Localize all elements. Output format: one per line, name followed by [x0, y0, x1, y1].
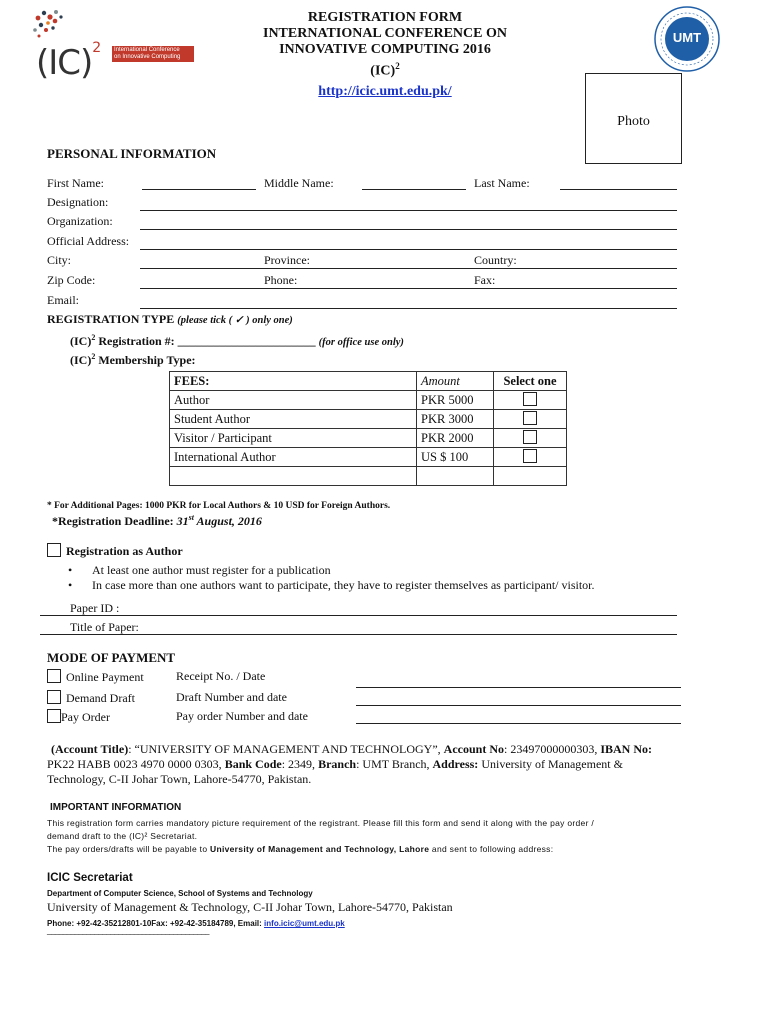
fees-table-header: [170, 372, 567, 391]
ic2-logo-tagline-1: International Conference: [114, 47, 180, 53]
designation-label: Designation:: [47, 195, 109, 209]
receipt-field[interactable]: [356, 687, 681, 688]
fee-amount: PKR 2000: [417, 429, 494, 448]
list-item: • At least one author must register for a publication: [68, 563, 331, 577]
secretariat-email-link[interactable]: info.icic@umt.edu.pk: [264, 919, 345, 928]
membership-type-label: (IC)$^2$ Membership Type:: [70, 352, 196, 367]
organization-field[interactable]: [140, 229, 677, 230]
phone-label: Phone:: [264, 273, 298, 287]
secretariat-contact: Phone: +92-42-35212801-10Fax: +92-42-35184789, Email: info.icic@umt.edu.pk: [47, 919, 345, 928]
city-label: City:: [47, 253, 72, 267]
important-info-heading: IMPORTANT INFORMATION: [50, 802, 182, 813]
zip-label: Zip Code:: [47, 273, 96, 287]
last-name-field[interactable]: [560, 189, 677, 190]
form-title: [200, 10, 570, 100]
fax-label: Fax:: [474, 273, 496, 287]
registration-type-heading: REGISTRATION TYPE (please tick ( ✓ ) only one): [47, 312, 293, 326]
designation-field[interactable]: [140, 210, 677, 211]
pay-order-number-label: Pay order Number and date: [176, 709, 308, 723]
paper-title-label: Title of Paper:: [70, 620, 139, 634]
table-row-empty: [170, 467, 567, 486]
conference-url-link[interactable]: http://icic.umt.edu.pk/: [318, 83, 452, 99]
pay-order-label: Pay Order: [61, 710, 110, 724]
country-label: Country:: [474, 253, 517, 267]
title-line-1: REGISTRATION FORM: [307, 10, 463, 25]
pay-order-checkbox[interactable]: [47, 709, 61, 723]
fees-table: [169, 371, 567, 486]
title-line-4: (IC)$^2$: [370, 61, 400, 79]
first-name-field[interactable]: [142, 189, 256, 190]
table-row: [170, 448, 567, 467]
amount-header: Amount: [417, 372, 494, 391]
secretariat-department: Department of Computer Science, School of Systems and Technology: [47, 889, 313, 898]
ic2-logo-sup: 2: [92, 40, 101, 56]
table-row: [170, 391, 567, 410]
important-info-text: This registration form carries mandatory picture requirement of the registrant. Please fill this form and send it along with the pay order / demand draft to the (IC)² Secretariat. The pay orders/drafts will be payable to University of Management and Technology, Lahore and sent to following address:: [47, 818, 595, 854]
registration-type-note: (please tick ( ✓ ) only one): [177, 315, 293, 326]
additional-pages-note: * For Additional Pages: 1000 PKR for Local Authors & 10 USD for Foreign Authors.: [47, 501, 391, 511]
select-visitor-checkbox[interactable]: [523, 430, 537, 444]
paper-id-label: Paper ID :: [70, 601, 120, 615]
province-label: Province:: [264, 253, 310, 267]
email-label: Email:: [47, 293, 79, 307]
demand-draft-option[interactable]: [47, 690, 135, 706]
secretariat-address: University of Management & Technology, C-II Johar Town, Lahore-54770, Pakistan: [47, 900, 453, 914]
registration-deadline: *Registration Deadline: 31st August, 2016: [52, 513, 262, 528]
title-line-3: INNOVATIVE COMPUTING 2016: [279, 42, 491, 57]
first-name-label: First Name:: [47, 176, 104, 190]
paper-title-field[interactable]: [40, 634, 677, 635]
ic2-logo: [30, 8, 181, 83]
select-student-author-checkbox[interactable]: [523, 411, 537, 425]
secretariat-heading: ICIC Secretariat: [47, 872, 133, 884]
photo-box: [585, 73, 682, 164]
online-payment-option[interactable]: [47, 669, 144, 685]
register-as-author-option[interactable]: [47, 543, 183, 559]
pay-order-option[interactable]: [47, 709, 110, 725]
register-as-author-checkbox[interactable]: [47, 543, 61, 557]
middle-name-field[interactable]: [362, 189, 466, 190]
organization-label: Organization:: [47, 214, 113, 228]
account-details: (Account Title): “UNIVERSITY OF MANAGEMENT AND TECHNOLOGY”, Account No: 23497000000303, IBAN No: PK22 HABB 0023 4970 0000 0303, Bank Code: 2349, Branch: UMT Branch, Address: University of Management & Technology, C-II Johar Town, Lahore-54770, Pakistan.: [47, 742, 652, 786]
online-payment-checkbox[interactable]: [47, 669, 61, 683]
umt-logo: [654, 6, 720, 72]
author-bullet-list: [68, 563, 595, 593]
list-item: • In case more than one authors want to participate, they have to register themselves as participant/ visitor.: [68, 578, 595, 592]
footer-rule: _________________________________________: [47, 926, 209, 935]
registration-number-line: (IC)$^2$ Registration #: _______________________ (for office use only): [70, 333, 404, 348]
photo-label: Photo: [617, 114, 650, 129]
select-header: Select one: [494, 372, 567, 391]
paper-id-field[interactable]: [40, 615, 677, 616]
personal-info-heading: PERSONAL INFORMATION: [47, 146, 217, 161]
select-author-checkbox[interactable]: [523, 392, 537, 406]
email-field[interactable]: [140, 308, 677, 309]
fee-amount: PKR 3000: [417, 410, 494, 429]
fee-type: International Author: [170, 448, 417, 467]
umt-logo-text: UMT: [672, 30, 702, 45]
register-as-author-label: Registration as Author: [66, 544, 183, 558]
ic2-logo-mark: (IC): [36, 43, 93, 83]
last-name-label: Last Name:: [474, 176, 530, 190]
fee-type: Author: [170, 391, 417, 410]
draft-number-field[interactable]: [356, 705, 681, 706]
fee-amount: US $ 100: [417, 448, 494, 467]
demand-draft-label: Demand Draft: [66, 691, 135, 705]
fee-type: Visitor / Participant: [170, 429, 417, 448]
office-use-note: (for office use only): [318, 337, 404, 348]
ic2-logo-tagline-2: on Innovative Computing: [114, 54, 181, 60]
city-province-country-field[interactable]: [140, 268, 677, 269]
online-payment-label: Online Payment: [66, 670, 144, 684]
select-international-author-checkbox[interactable]: [523, 449, 537, 463]
zip-phone-fax-field[interactable]: [140, 288, 677, 289]
receipt-label: Receipt No. / Date: [176, 669, 266, 683]
fee-type: Student Author: [170, 410, 417, 429]
fee-amount: PKR 5000: [417, 391, 494, 410]
draft-number-label: Draft Number and date: [176, 690, 287, 704]
demand-draft-checkbox[interactable]: [47, 690, 61, 704]
middle-name-label: Middle Name:: [264, 176, 334, 190]
title-line-2: INTERNATIONAL CONFERENCE ON: [263, 26, 507, 41]
fees-header: FEES:: [170, 372, 417, 391]
official-address-field[interactable]: [140, 249, 677, 250]
payment-mode-heading: MODE OF PAYMENT: [47, 650, 176, 665]
table-row: [170, 429, 567, 448]
official-address-label: Official Address:: [47, 234, 130, 248]
table-row: [170, 410, 567, 429]
pay-order-number-field[interactable]: [356, 723, 681, 724]
